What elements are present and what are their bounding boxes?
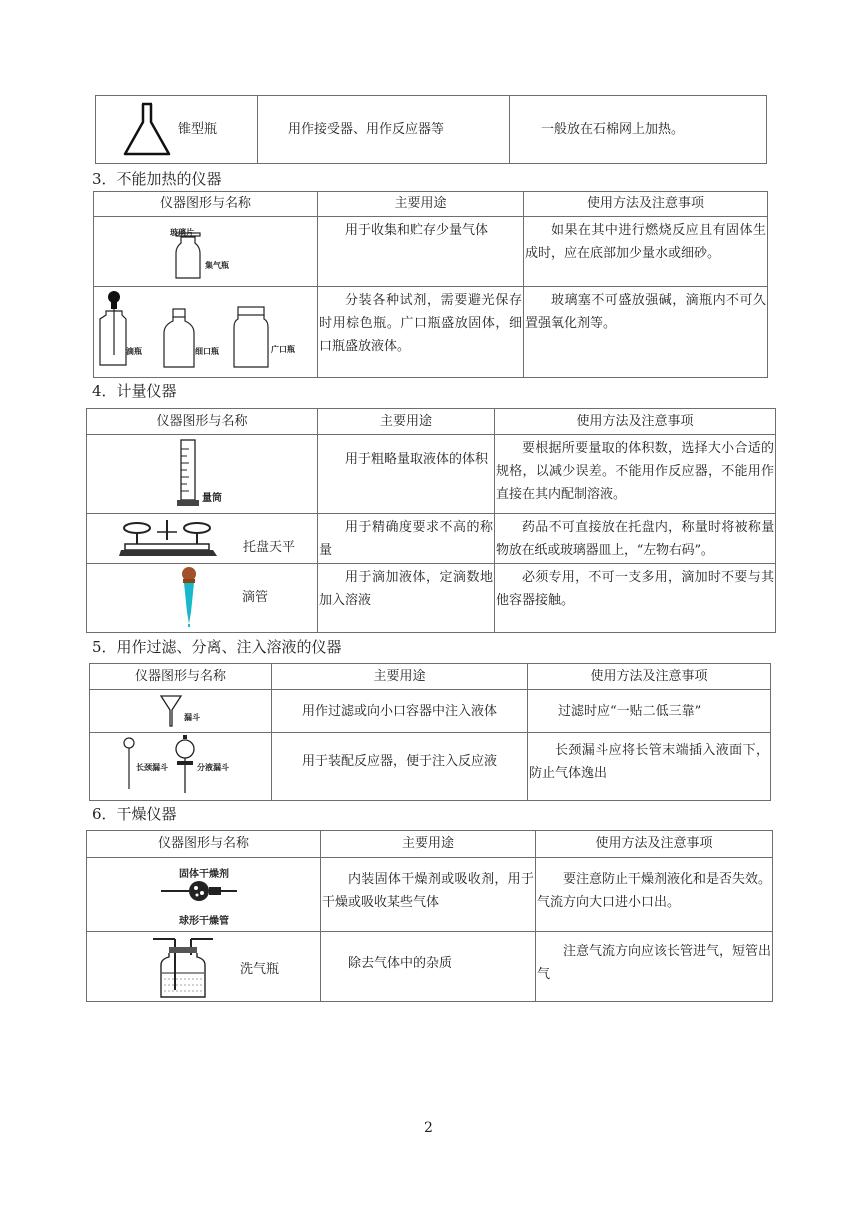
dropper-icon [179, 566, 199, 628]
gas-jar-use: 用于收集和贮存少量气体 [345, 223, 489, 238]
balance-use: 用于精确度要求不高的称量 [319, 520, 493, 558]
funnel-icon [160, 694, 182, 728]
cell-drying-tube-use [321, 858, 536, 932]
cell-drying-tube-figure [87, 858, 321, 932]
gas-jar-label: 集气瓶 [205, 261, 229, 270]
header-main-use: 主要用途 [272, 664, 528, 690]
header-usage-notes: 使用方法及注意事项 [524, 192, 768, 217]
header-figure-name: 仪器图形与名称 [87, 409, 318, 435]
cell-gas-washer-note [536, 932, 773, 1002]
dropper-label: 滴管 [242, 590, 269, 605]
header-main-use: 主要用途 [321, 831, 536, 858]
page-number: 2 [424, 1120, 433, 1136]
drying-tube-use: 内装固体干燥剂或吸收剂，用于干燥或吸收某些气体 [322, 872, 534, 910]
drying-tube-note: 要注意防止干燥剂液化和是否失效。气流方向大口进小口出。 [537, 872, 772, 910]
cell-funnels-note [528, 733, 771, 801]
funnels-note: 长颈漏斗应将长管末端插入液面下，防止气体逸出 [529, 743, 769, 781]
cell-cylinder-note [495, 435, 776, 514]
header-usage-notes: 使用方法及注意事项 [495, 409, 776, 435]
gas-washer-use: 除去气体中的杂质 [348, 956, 453, 971]
gas-jar-icon [174, 233, 204, 281]
bottles-use: 分装各种试剂，需要避光保存时用棕色瓶。广口瓶盛放固体，细口瓶盛放液体。 [319, 293, 522, 354]
bottles-note: 玻璃塞不可盛放强碱，滴瓶内不可久置强氧化剂等。 [525, 293, 766, 331]
funnel-use: 用作过滤或向小口容器中注入液体 [302, 703, 498, 719]
header-figure-name: 仪器图形与名称 [90, 664, 272, 690]
drying-tube-icon [159, 878, 239, 904]
ball-drying-tube-label: 球形干燥管 [179, 916, 229, 927]
cell-balance-use [318, 514, 495, 564]
dropper-bottle-label: 滴瓶 [126, 347, 142, 356]
cell-balance-figure [87, 514, 318, 564]
header-usage-notes: 使用方法及注意事项 [536, 831, 773, 858]
dropper-note: 必须专用，不可一支多用，滴加时不要与其他容器接触。 [496, 570, 774, 608]
long-neck-funnel-icon [122, 737, 136, 791]
cell-funnel-use [272, 690, 528, 733]
cell-bottles-figure [94, 287, 318, 378]
table-section3 [93, 191, 768, 378]
graduated-cylinder-label: 量筒 [202, 493, 222, 504]
cell-funnels-use [272, 733, 528, 801]
table-section5 [89, 663, 771, 801]
erlenmeyer-note: 一般放在石棉网上加热。 [541, 122, 685, 137]
gas-jar-note: 如果在其中进行燃烧反应且有固体生成时，应在底部加少量水或细砂。 [525, 223, 766, 261]
cell-funnel-note [528, 690, 771, 733]
section4-title: 4．计量仪器 [92, 382, 177, 400]
cell-gas-washer-figure [87, 932, 321, 1002]
cell-gas-jar-figure [94, 217, 318, 287]
header-main-use: 主要用途 [318, 409, 495, 435]
header-figure-name: 仪器图形与名称 [94, 192, 318, 217]
graduated-cylinder-icon [177, 439, 201, 509]
cell-erlenmeyer-figure [96, 96, 258, 164]
wide-mouth-bottle-icon [232, 307, 272, 371]
header-main-use: 主要用途 [318, 192, 524, 217]
balance-scale-icon [119, 518, 219, 558]
cell-bottles-note [524, 287, 768, 378]
cell-erlenmeyer-note [510, 96, 767, 164]
separatory-funnel-icon [174, 735, 196, 795]
section6-title: 6．干燥仪器 [92, 805, 177, 823]
separatory-funnel-label: 分液漏斗 [197, 763, 229, 772]
table-section4 [86, 408, 776, 633]
balance-note: 药品不可直接放在托盘内，称量时将被称量物放在纸或玻璃器皿上，“左物右码”。 [496, 520, 774, 558]
funnel-note: 过滤时应“一贴二低三靠” [558, 703, 702, 719]
header-figure-name: 仪器图形与名称 [87, 831, 321, 858]
table-section6 [86, 830, 773, 1002]
dropper-use: 用于滴加液体，定滴数地加入溶液 [319, 570, 493, 608]
cell-gas-washer-use [321, 932, 536, 1002]
cell-funnels-figure [90, 733, 272, 801]
cell-bottles-use [318, 287, 524, 378]
narrow-neck-bottle-icon [162, 309, 198, 371]
narrow-neck-bottle-label: 细口瓶 [195, 347, 219, 356]
cell-dropper-figure [87, 564, 318, 633]
gas-washing-bottle-icon [151, 935, 217, 999]
balance-scale-label: 托盘天平 [243, 540, 296, 555]
cell-gas-jar-use [318, 217, 524, 287]
erlenmeyer-use: 用作接受器、用作反应器等 [288, 122, 445, 137]
gas-washer-note: 注意气流方向应该长管进气，短管出气 [537, 944, 772, 982]
erlenmeyer-label: 锥型瓶 [178, 122, 218, 137]
solid-desiccant-label: 固体干燥剂 [179, 869, 229, 880]
cell-erlenmeyer-use [258, 96, 510, 164]
long-neck-funnel-label: 长颈漏斗 [136, 763, 168, 772]
cylinder-note: 要根据所要量取的体积数，选择大小合适的规格，以减少误差。不能用作反应器，不能用作直接在其内配制溶液。 [496, 441, 774, 502]
cell-dropper-use [318, 564, 495, 633]
section3-title: 3．不能加热的仪器 [92, 170, 222, 188]
cell-funnel-figure [90, 690, 272, 733]
table-erlenmeyer [95, 95, 767, 164]
cell-cylinder-use [318, 435, 495, 514]
cell-dropper-note [495, 564, 776, 633]
cell-cylinder-figure [87, 435, 318, 514]
erlenmeyer-flask-icon [122, 102, 172, 158]
cell-drying-tube-note [536, 858, 773, 932]
funnels-use: 用于装配反应器，便于注入反应液 [302, 754, 498, 769]
cylinder-use: 用于粗略量取液体的体积 [345, 452, 489, 467]
wide-mouth-bottle-label: 广口瓶 [271, 345, 295, 354]
gas-washing-bottle-label: 洗气瓶 [240, 962, 280, 977]
section5-title: 5．用作过滤、分离、注入溶液的仪器 [92, 638, 342, 656]
funnel-label: 漏斗 [184, 713, 200, 722]
cell-gas-jar-note [524, 217, 768, 287]
cell-balance-note [495, 514, 776, 564]
glass-plate-label: 玻璃片 [170, 228, 194, 237]
header-usage-notes: 使用方法及注意事项 [528, 664, 771, 690]
